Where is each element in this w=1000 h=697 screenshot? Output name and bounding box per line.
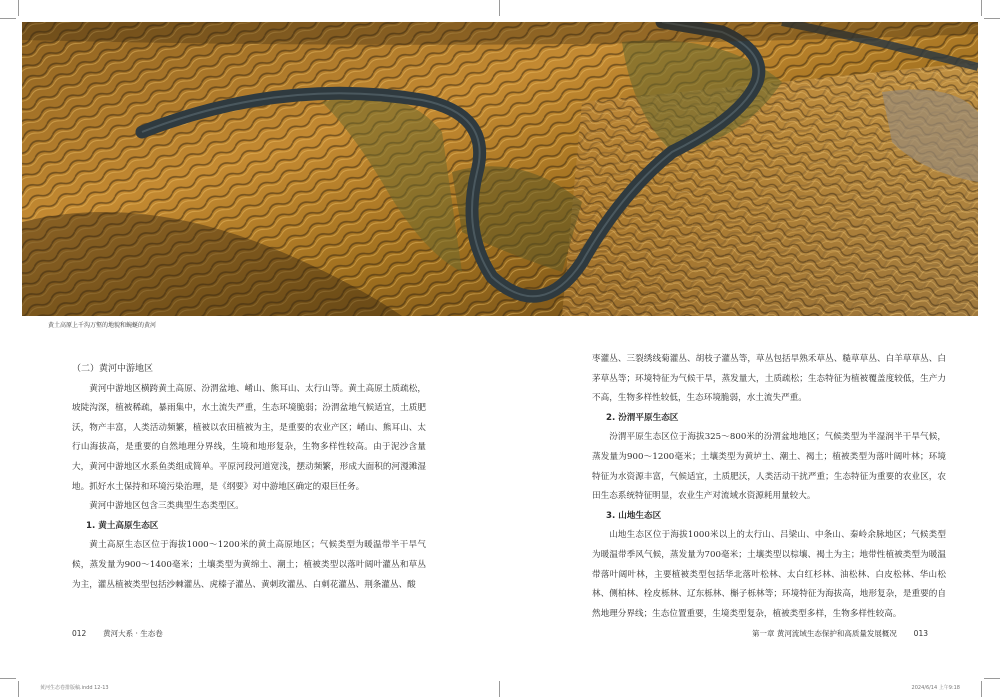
crop-mark [981,681,982,697]
crop-mark [499,681,500,697]
page-number: 012 [72,629,87,638]
crop-mark [18,0,19,16]
paragraph: 山地生态区位于海拔1000米以上的太行山、吕梁山、中条山、秦岭余脉地区；气候类型为暖温带季风气候，蒸发量为700毫米；土壤类型以棕壤、褐土为主；地带性植被类型为暖温带落叶阔叶林，主要植被类型包括华北落叶松林、太白红杉林、油松林、白皮松林、华山松林、侧柏林、栓皮栎林、辽东栎林、槲子栎林等；环境特征为海拔高，地形复杂，是重要的自然地理分界线；生态位置重要，生境类型复杂，植被类型多样，生物多样性较高。 [592,530,946,619]
left-page-text [72,360,426,595]
page-number: 013 [913,629,928,638]
right-page-text [592,350,946,624]
subsection-heading: 3. 山地生态区 [606,510,662,521]
subsection-heading: 1. 黄土高原生态区 [86,520,159,531]
running-head: 黄河大系 · 生态卷 [103,629,163,638]
loess-plateau-photo [22,22,978,316]
paragraph: 黄土高原生态区位于海拔1000～1200米的黄土高原地区；气候类型为暖温带半干旱气候，蒸发量为900～1400毫米；土壤类型为黄绵土、潮土；植被类型以落叶阔叶灌丛和草丛为主，灌丛植被类型包括沙棘灌丛、虎榛子灌丛、黄刺玫灌丛、白刺花灌丛、荆条灌丛、酸 [72,540,426,590]
right-footer [752,628,928,639]
crop-mark [18,681,19,697]
crop-mark [499,0,500,16]
left-footer [72,628,163,639]
photo-caption: 黄土高原上千沟万壑的地貌和蜿蜒的黄河 [48,322,157,329]
paragraph: 黄河中游地区横跨黄土高原、汾渭盆地、崤山、熊耳山、太行山等。黄土高原土质疏松，坡陡沟深，植被稀疏，暴雨集中，水土流失严重，生态环境脆弱；汾渭盆地气候适宜，土质肥沃，物产丰富，人类活动频繁，植被以农田植被为主，是重要的农业产区；崤山、熊耳山、太行山海拔高，是重要的自然地理分界线，生境和地形复杂，生物多样性较高。由于泥沙含量大，黄河中游地区水系鱼类组成简单。平原河段河道宽浅，摆动频繁，形成大面积的河漫滩湿地。抓好水土保持和环境污染治理，是《纲要》对中游地区确定的艰巨任务。 [72,383,426,492]
crop-mark [984,678,1000,679]
paragraph: 汾渭平原生态区位于海拔325～800米的汾渭盆地地区；气候类型为半湿润半干旱气候，蒸发量为900～1200毫米；土壤类型为黄垆土、潮土、褐土；植被类型为落叶阔叶林；环境特征为水资源丰富，气候适宜，土质肥沃，人类活动干扰严重；生态特征为重要的农业区，农田生态系统特征明显，农业生产对流域水资源耗用量较大。 [592,432,946,502]
running-head: 第一章 黄河流域生态保护和高质量发展概况 [752,629,897,638]
aerial-landscape-illustration [22,22,978,316]
crop-mark [0,678,16,679]
paragraph: 黄河中游地区包含三类典型生态类型区。 [89,501,244,512]
paragraph-continued: 枣灌丛、三裂绣线菊灌丛、胡枝子灌丛等，草丛包括旱熟禾草丛、糙草草丛、白羊草草丛、白茅草丛等；环境特征为气候干旱，蒸发量大，土质疏松；生态特征为植被覆盖度较低，生产力不高，生物多样性较低，生态环境脆弱，水土流失严重。 [592,354,946,404]
crop-mark [981,0,982,16]
crop-mark [984,18,1000,19]
subsection-heading: 2. 汾渭平原生态区 [606,412,679,423]
print-slug-right: 2024/6/14 上午9:18 [911,685,960,691]
crop-mark [0,18,16,19]
section-title: （二）黄河中游地区 [72,364,154,374]
print-slug-left: 黄河生态卷排版稿.indd 12-13 [40,685,109,691]
